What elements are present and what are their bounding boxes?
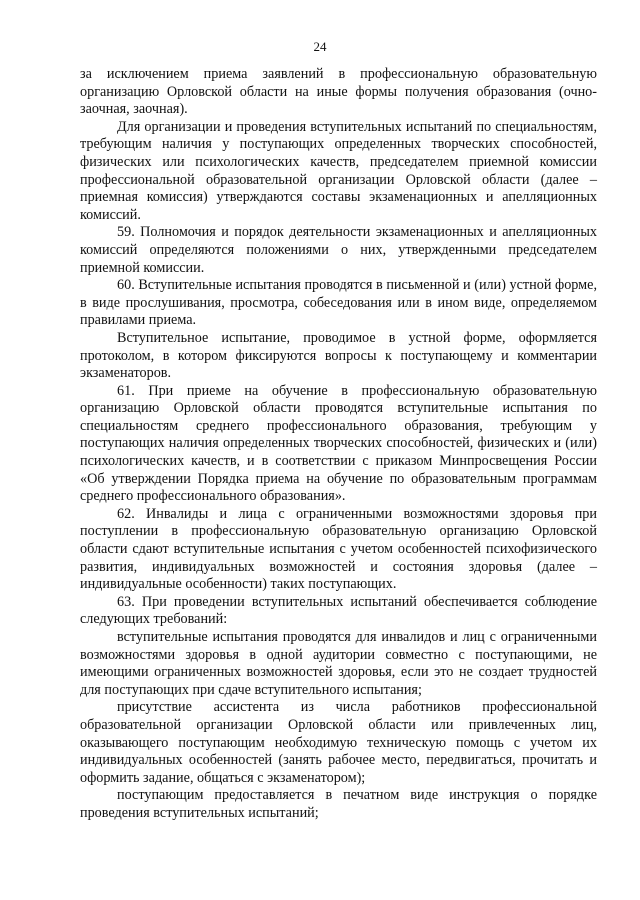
paragraph-oral-exam-protocol: Вступительное испытание, проводимое в устной форме, оформляется протоколом, в котором фиксируются вопросы к поступающему и комментарии экзаменаторов. [80,329,597,382]
paragraph-continuation: за исключением приема заявлений в профессиональную образовательную организацию Орловской области на иные формы получения образования (очно-заочная, заочная). [80,66,597,118]
paragraph-requirement-instruction: поступающим предоставляется в печатном виде инструкция о порядке проведения вступительных испытаний; [80,787,597,821]
document-body [80,66,597,823]
paragraph-60: 60. Вступительные испытания проводятся в письменной и (или) устной форме, в виде прослушивания, просмотра, собеседования или в ином виде, определяемом правилами приема. [80,277,597,329]
paragraph-59: 59. Полномочия и порядок деятельности экзаменационных и апелляционных комиссий определяются положениями о них, утвержденными председателем приемной комиссии. [80,224,597,276]
paragraph-62: 62. Инвалиды и лица с ограниченными возможностями здоровья при поступлении в профессиональную образовательную организацию Орловской области сдают вступительные испытания с учетом особенностей психофизического развития, индивидуальных возможностей и состояния здоровья (далее – индивидуальные особенности) таких поступающих. [80,505,597,593]
paragraph-commissions-composition: Для организации и проведения вступительных испытаний по специальностям, требующим наличия у поступающих определенных творческих способностей, физических или психологических качеств, председателем приемной комиссии профессиональной образовательной организации Орловской области (далее – приемная комиссия) утверждаются составы экзаменационных и апелляционных комиссий. [80,118,597,223]
page-number: 24 [313,39,327,54]
paragraph-requirement-assistant: присутствие ассистента из числа работников профессиональной образовательной организации Орловской области или привлеченных лиц, оказывающего поступающим необходимую техническую помощь с учетом их индивидуальных особенностей (занять рабочее место, передвигаться, прочитать и оформить задание, общаться с экзаменатором); [80,699,597,786]
paragraph-61: 61. При приеме на обучение в профессиональную образовательную организацию Орловской области проводятся вступительные испытания по специальностям среднего профессионального образования, требующим у поступающих наличия определенных творческих способностей, физических и (или) психологических качеств, и в соответствии с приказом Минпросвещения России «Об утверждении Порядка приема на обучение по образовательным программам среднего профессионального образования». [80,382,597,505]
paragraph-requirement-shared-room: вступительные испытания проводятся для инвалидов и лиц с ограниченными возможностями здоровья в одной аудитории совместно с поступающими, не имеющими ограниченных возможностей здоровья, если это не создает трудностей для поступающих при сдаче вступительного испытания; [80,629,597,698]
paragraph-63: 63. При проведении вступительных испытаний обеспечивается соблюдение следующих требований: [80,593,597,628]
